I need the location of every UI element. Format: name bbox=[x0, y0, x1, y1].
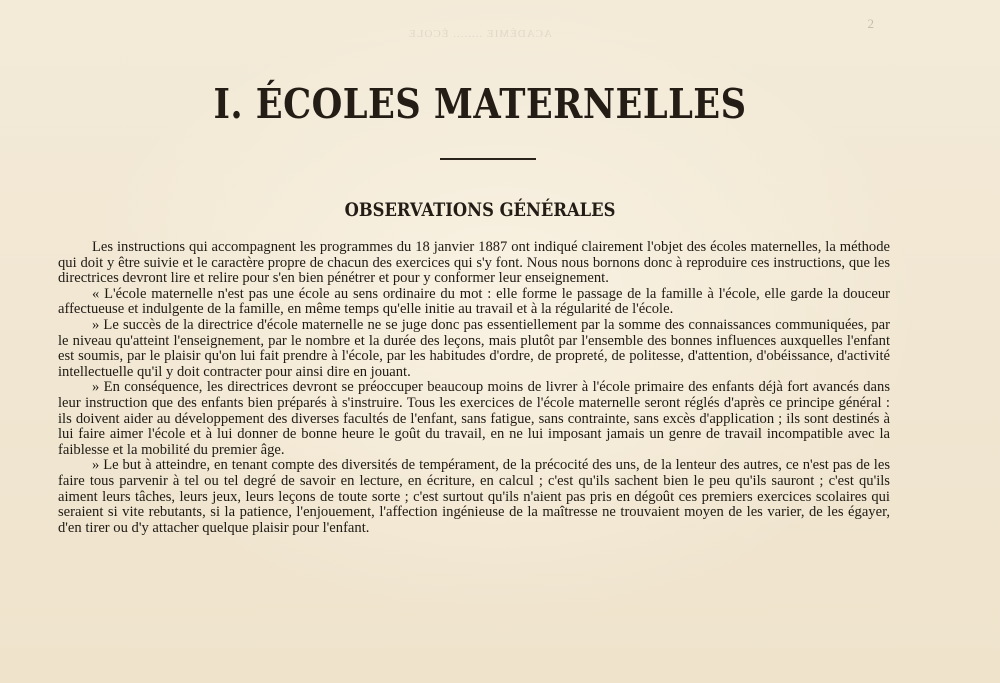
paragraph-1: Les instructions qui accompagnent les programmes du 18 janvier 1887 ont indiqué clairement l'objet des écoles maternelles, la méthode qui doit y être suivie et le caractère propre de chacun des exercices qui s'y font. Nous nous bornons donc à reproduire ces instructions, que les directrices devront lire et relire pour s'en bien pénétrer et pour y conformer leur enseignement. bbox=[58, 239, 890, 287]
paragraph-4: » En conséquence, les directrices devront se préoccuper beaucoup moins de livrer à l'école primaire des enfants déjà fort avancés dans leur instruction que des enfants bien préparés à s'instruire. Tous les exercices de l'école maternelle seront réglés d'après ce principe général : ils doivent aider au développement des diverses facultés de l'enfant, sans fatigue, sans contrainte, sans excès d'application ; ils sont destinés à lui faire aimer l'école et à lui donner de bonne heure le goût du travail, en ne lui imposant jamais un genre de travail incompatible avec la faiblesse et la mobilité du premier âge. bbox=[58, 379, 890, 458]
page-number-mark: 2 bbox=[867, 16, 874, 31]
paragraph-2: « L'école maternelle n'est pas une école au sens ordinaire du mot : elle forme le passage de la famille à l'école, elle garde la douceur affectueuse et indulgente de la famille, en même temps qu'elle initie au travail et à la régularité de l'école. bbox=[58, 285, 890, 318]
page-title: I. ÉCOLES MATERNELLES bbox=[213, 80, 747, 128]
section-subtitle: OBSERVATIONS GÉNÉRALES bbox=[344, 199, 616, 221]
title-divider bbox=[440, 158, 536, 160]
bleed-through-text: ACADÉMIE ........ ÉCOLE bbox=[408, 28, 552, 40]
paragraph-5: » Le but à atteindre, en tenant compte des diversités de tempérament, de la précocité des uns, de la lenteur des autres, ce n'est pas de les faire tous parvenir à tel ou tel degré de savoir en lecture, en écriture, en calcul ; c'est qu'ils sachent bien le peu qu'ils sauront ; c'est qu'ils aiment leurs tâches, leurs jeux, leurs leçons de toute sorte ; c'est surtout qu'ils n'aient pas pris en dégoût ces premiers exercices scolaires qui seraient si vite rebutants, si la patience, l'enjouement, l'affection ingénieuse de la maîtresse ne trouvaient moyen de les varier, de les égayer, d'en tirer ou d'y attacher quelque plaisir pour l'enfant. bbox=[58, 457, 890, 536]
paragraph-3: » Le succès de la directrice d'école maternelle ne se juge donc pas essentiellement par la somme des connaissances communiquées, par le niveau qu'atteint l'enseignement, par le nombre et la durée des leçons, mais plutôt par l'ensemble des bonnes influences auxquelles l'enfant est soumis, par le plaisir qu'on lui fait prendre à l'école, par les habitudes d'ordre, de propreté, de politesse, d'attention, d'obéissance, d'activité intellectuelle qu'il y doit contracter pour ainsi dire en jouant. bbox=[58, 316, 890, 380]
body-text bbox=[58, 240, 890, 536]
